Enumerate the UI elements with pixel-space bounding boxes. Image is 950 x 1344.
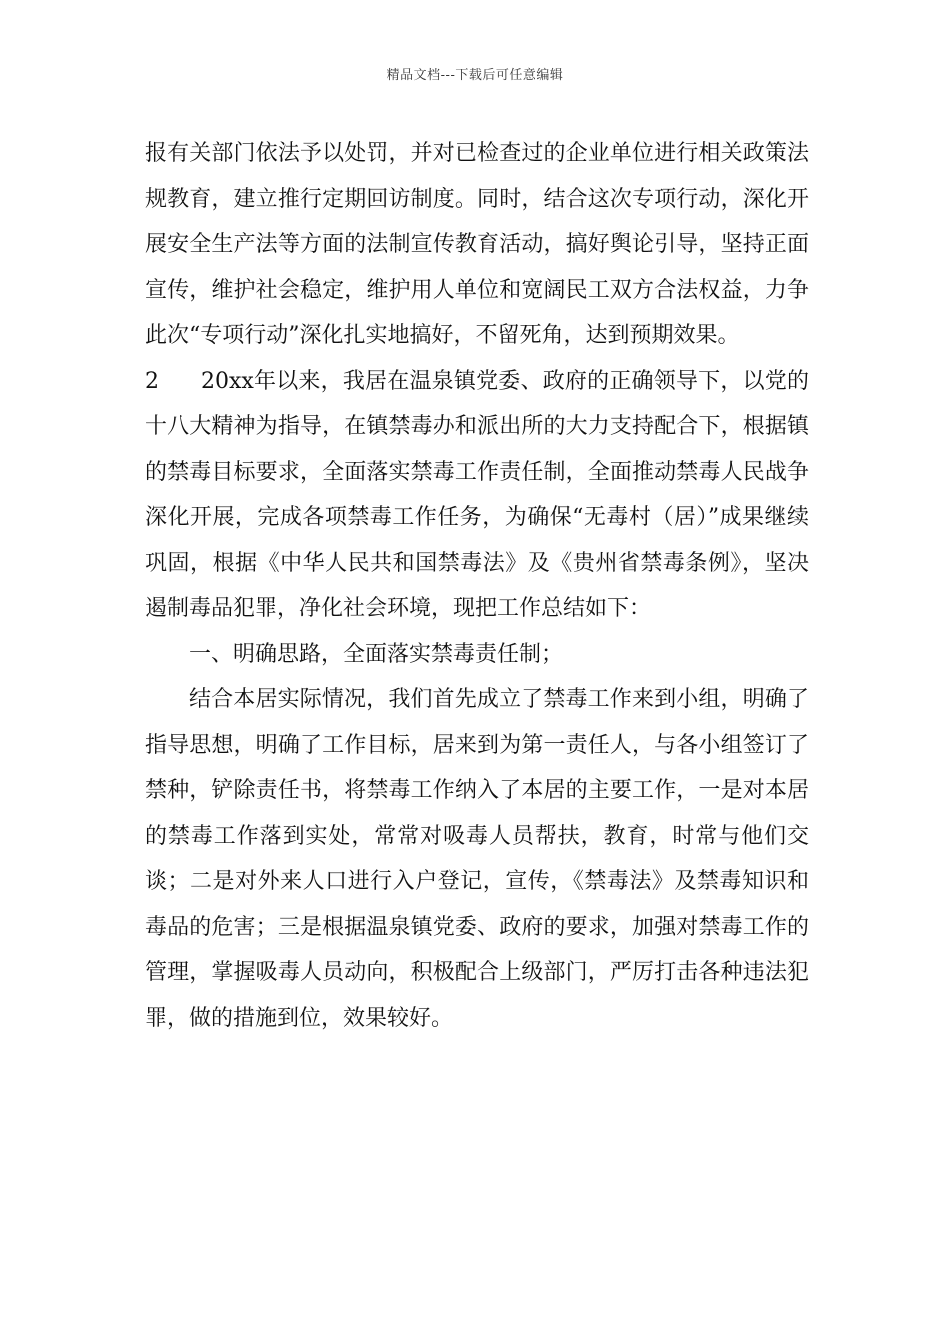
- paragraph-1: 报有关部门依法予以处罚，并对已检查过的企业单位进行相关政策法规教育，建立推行定期回访制度。同时，结合这次专项行动，深化开展安全生产法等方面的法制宣传教育活动，搞好舆论引导，坚持正面宣传，维护社会稳定，维护用人单位和宽阔民工双方合法权益，力争此次“专项行动”深化扎实地搞好，不留死角，达到预期效果。: [145, 141, 809, 348]
- document-body: [145, 131, 809, 1041]
- item-number: 2: [145, 368, 159, 394]
- paragraph-2-text: 20xx年以来，我居在温泉镇党委、政府的正确领导下，以党的十八大精神为指导，在镇禁毒办和派出所的大力支持配合下，根据镇的禁毒目标要求，全面落实禁毒工作责任制，全面推动禁毒人民战争深化开展，完成各项禁毒工作任务，为确保“无毒村（居）”成果继续巩固，根据《中华人民共和国禁毒法》及《贵州省禁毒条例》，坚决遏制毒品犯罪，净化社会环境，现把工作总结如下：: [145, 368, 809, 621]
- paragraph-3: 结合本居实际情况，我们首先成立了禁毒工作来到小组，明确了指导思想，明确了工作目标，居来到为第一责任人，与各小组签订了禁种，铲除责任书，将禁毒工作纳入了本居的主要工作，一是对本居的禁毒工作落到实处，常常对吸毒人员帮扶，教育，时常与他们交谈；二是对外来人口进行入户登记，宣传，《禁毒法》及禁毒知识和毒品的危害；三是根据温泉镇党委、政府的要求，加强对禁毒工作的管理，掌握吸毒人员动向，积极配合上级部门，严厉打击各种违法犯罪，做的措施到位，效果较好。: [145, 687, 809, 1031]
- section-heading-1: 一、明确思路，全面落实禁毒责任制；: [189, 641, 564, 667]
- page-header: 精品文档---下载后可任意编辑: [386, 68, 564, 83]
- paragraph-2: [145, 359, 809, 632]
